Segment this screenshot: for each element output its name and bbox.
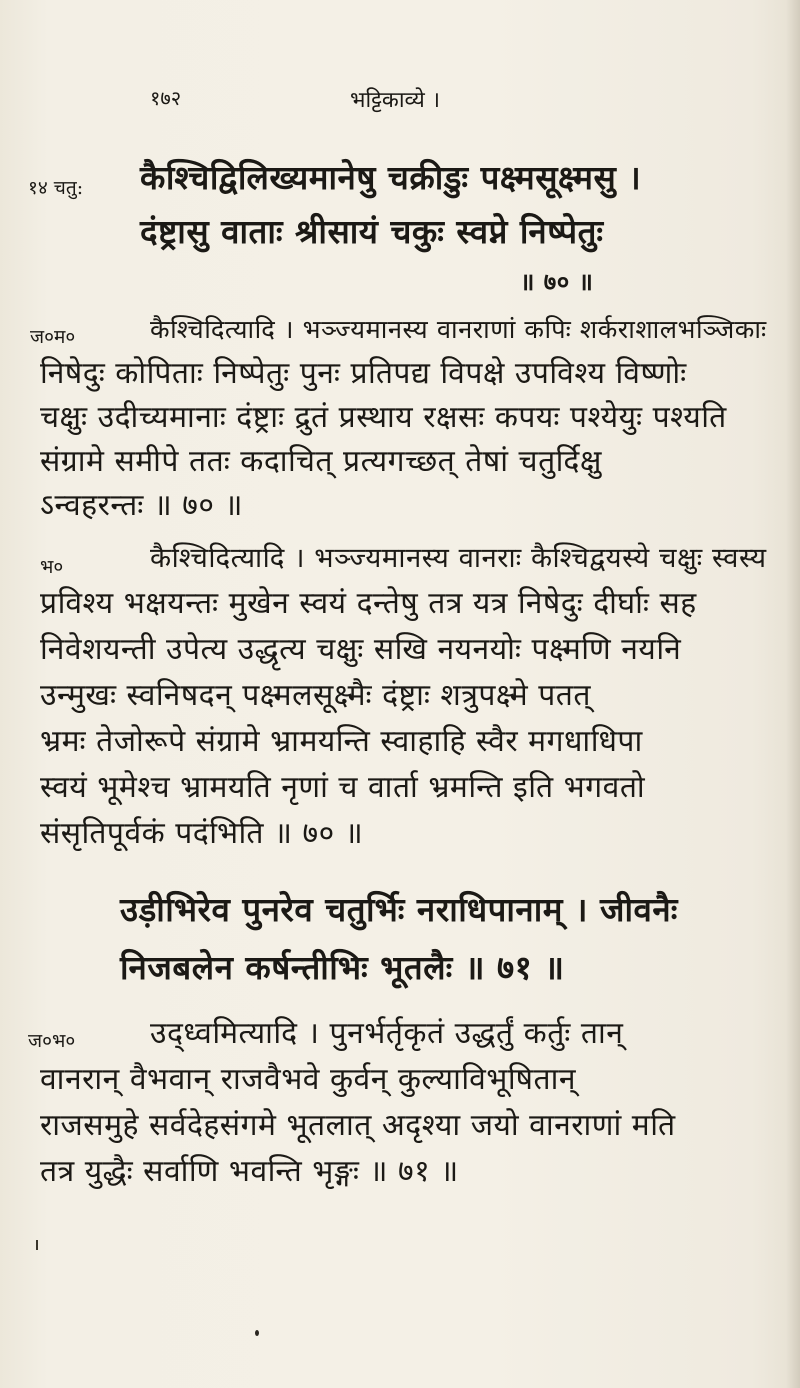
commentary-label: ज०भ० [28,1030,76,1052]
commentary-line: स्वयं भूमेश्च भ्रामयति नृणां च वार्ता भ्रमन्ति इति भगवतो [40,770,646,805]
commentary-line: संग्रामे समीपे ततः कदाचित् प्रत्यगच्छत् तेषां चतुर्दिक्षु [40,444,602,479]
commentary-line: भ्रमः तेजोरूपे संग्रामे भ्रामयन्ति स्वाहाहि स्वैर मगधाधिपा [40,724,643,759]
margin-mark [36,1240,38,1250]
verse-number: १४ चतु: [28,177,84,199]
commentary-line: चक्षुः उदीच्यमानाः दंष्ट्राः द्रुतं प्रस्थाय रक्षसः कपयः पश्येयुः पश्यति [40,400,727,435]
commentary-line: निषेदुः कोपिताः निष्पेतुः पुनः प्रतिपद्य विपक्षे उपविश्य विष्णोः [40,356,687,391]
commentary-line: कैश्चिदित्यादि । भञ्ज्यमानस्य वानराणां कपिः शर्कराशालभञ्जिकाः [150,315,767,345]
verse-line: दंष्ट्रासु वाताः श्रीसायं चकुः स्वप्ने निष्पेतुः [140,212,604,251]
commentary-line: उन्मुखः स्वनिषदन् पक्ष्मलसूक्ष्मैः दंष्ट्राः शत्रुपक्ष्मे पतत् [40,678,592,713]
verse-line: कैश्चिद्विलिख्यमानेषु चक्रीडुः पक्ष्मसूक्ष्मसु । [140,158,642,197]
commentary-line: कैश्चिदित्यादि । भञ्ज्यमानस्य वानराः कैश्चिद्वयस्ये चक्षुः स्वस्य [150,542,767,574]
verse-line: उड़ीभिरेव पुनरेव चतुर्भिः नराधिपानाम् । जीवनैः [120,890,678,929]
commentary-line: संसृतिपूर्वकं पदंभिति ॥ ७० ॥ [40,816,364,851]
commentary-line: निवेशयन्ती उपेत्य उद्धृत्य चक्षुः सखि नयनयोः पक्ष्मणि नयनि [40,632,682,667]
commentary-label: भ० [40,556,64,578]
page-header [150,84,650,114]
verse-end-mark: ॥ ७० ॥ [520,267,594,296]
commentary-line: वानरान् वैभवान् राजवैभवे कुर्वन् कुल्याविभूषितान् [40,1062,577,1097]
page-edge-shadow [786,0,800,1388]
commentary-line: तत्र युद्धैः सर्वाणि भवन्ति भृङ्गः ॥ ७१ ॥ [40,1154,459,1189]
commentary-label: ज०म० [30,326,76,348]
commentary-line: राजसमुहे सर्वदेहसंगमे भूतलात् अदृश्या जयो वानराणां मति [40,1108,676,1143]
commentary-line: ऽन्वहरन्तः ॥ ७० ॥ [40,488,244,523]
commentary-line: प्रविश्य भक्षयन्तः मुखेन स्वयं दन्तेषु तत्र यत्र निषेदुः दीर्घाः सह [40,586,697,621]
verse-line: निजबलेन कर्षन्तीभिः भूतलैः ॥ ७१ ॥ [120,948,565,987]
running-title: भट्टिकाव्ये । [350,88,441,113]
commentary-line: उद्ध्वमित्यादि । पुनर्भर्तृकृतं उद्धर्तुं कर्तुः तान् [150,1016,624,1051]
page-number: १७२ [150,86,182,110]
ink-speck [255,1330,259,1336]
